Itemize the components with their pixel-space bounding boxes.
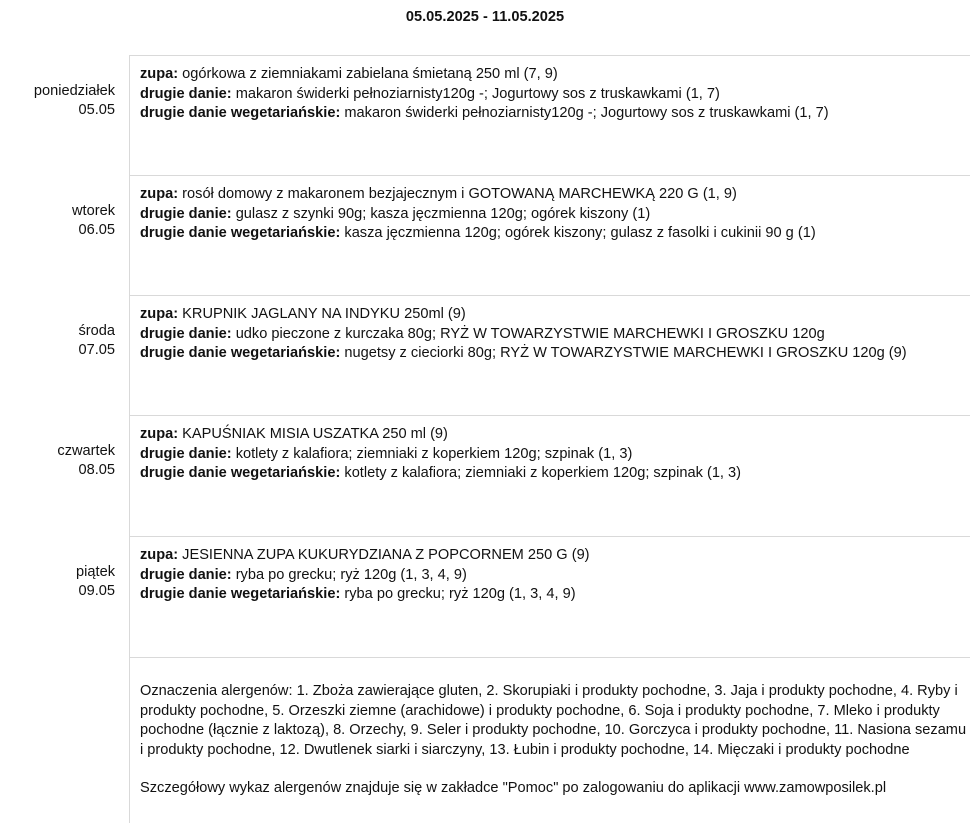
day-name: piątek	[76, 564, 115, 580]
allergen-legend: Oznaczenia alergenów: 1. Zboża zawierające gluten, 2. Skorupiaki i produkty pochodne, 3. Jaja i produkty pochodne, 4. Ryby i produkty pochodne, 5. Orzeszki ziemne (arachidowe) i produkty pochodne, 6. Soja i produkty pochodne, 7. Mleko i produkty pochodne (łącznie z laktozą), 8. Orzechy, 9. Seler i produkty pochodne, 10. Gorczyca i produkty pochodne, 11. Nasiona sezamu i produkty pochodne, 12. Dwutlenek siarki i siarczyny, 13. Łubin i produkty pochodne, 14. Mięczaki i produkty pochodne	[140, 683, 967, 758]
vege-text: kasza jęczmienna 120g; ogórek kiszony; gulasz z fasolki i cukinii 90 g (1)	[344, 225, 816, 241]
soup-line	[140, 65, 970, 85]
soup-label: zupa:	[140, 547, 179, 563]
day-label	[0, 82, 115, 120]
page-title: 05.05.2025 - 11.05.2025	[405, 9, 565, 25]
soup-text: KRUPNIK JAGLANY NA INDYKU 250ml (9)	[182, 306, 466, 322]
day-menu	[129, 295, 970, 415]
main-line	[140, 325, 970, 345]
day-date: 06.05	[78, 222, 115, 238]
main-line	[140, 85, 970, 105]
soup-label: zupa:	[140, 426, 179, 442]
day-name: środa	[78, 323, 115, 339]
allergen-footer	[129, 657, 970, 823]
soup-label: zupa:	[140, 306, 179, 322]
vege-label: drugie danie wegetariańskie:	[140, 345, 341, 361]
vege-line	[140, 585, 970, 605]
soup-line	[140, 425, 970, 445]
main-line	[140, 205, 970, 225]
day-menu	[129, 175, 970, 295]
day-name: poniedziałek	[33, 83, 115, 99]
vege-text: ryba po grecku; ryż 120g (1, 3, 4, 9)	[344, 586, 576, 602]
vege-label: drugie danie wegetariańskie:	[140, 225, 341, 241]
day-menu	[129, 55, 970, 175]
vege-line	[140, 464, 970, 484]
vege-label: drugie danie wegetariańskie:	[140, 105, 341, 121]
soup-label: zupa:	[140, 66, 179, 82]
main-label: drugie danie:	[140, 205, 232, 222]
main-label: drugie danie:	[140, 85, 232, 102]
day-label	[0, 563, 115, 601]
soup-text: rosół domowy z makaronem bezjajecznym i GOTOWANĄ MARCHEWKĄ 220 G (1, 9)	[182, 186, 737, 202]
day-label	[0, 442, 115, 480]
day-name: czwartek	[57, 443, 115, 459]
vege-line	[140, 344, 962, 364]
soup-text: ogórkowa z ziemniakami zabielana śmietaną 250 ml (7, 9)	[182, 66, 558, 82]
vege-text: makaron świderki pełnoziarnisty120g -; Jogurtowy sos z truskawkami (1, 7)	[344, 105, 829, 121]
day-date: 07.05	[78, 342, 115, 358]
day-label	[0, 202, 115, 240]
main-text: kotlety z kalafiora; ziemniaki z koperkiem 120g; szpinak (1, 3)	[235, 445, 633, 462]
vege-label: drugie danie wegetariańskie:	[140, 586, 341, 602]
soup-label: zupa:	[140, 186, 179, 202]
main-text: udko pieczone z kurczaka 80g; RYŻ W TOWARZYSTWIE MARCHEWKI I GROSZKU 120g	[235, 325, 825, 342]
soup-text: KAPUŚNIAK MISIA USZATKA 250 ml (9)	[182, 426, 448, 442]
main-text: ryba po grecku; ryż 120g (1, 3, 4, 9)	[235, 566, 467, 583]
day-date: 05.05	[78, 102, 115, 118]
soup-line	[140, 305, 970, 325]
day-date: 09.05	[78, 583, 115, 599]
vege-line	[140, 104, 970, 124]
main-text: gulasz z szynki 90g; kasza jęczmienna 120g; ogórek kiszony (1)	[235, 205, 651, 222]
day-name: wtorek	[72, 203, 115, 219]
vege-label: drugie danie wegetariańskie:	[140, 465, 341, 481]
main-label: drugie danie:	[140, 445, 232, 462]
vege-line	[140, 224, 970, 244]
vege-text: kotlety z kalafiora; ziemniaki z koperkiem 120g; szpinak (1, 3)	[344, 465, 742, 481]
main-line	[140, 566, 970, 586]
day-menu	[129, 536, 970, 657]
soup-text: JESIENNA ZUPA KUKURYDZIANA Z POPCORNEM 250 G (9)	[182, 547, 590, 563]
day-date: 08.05	[78, 462, 115, 478]
main-label: drugie danie:	[140, 325, 232, 342]
vege-text: nugetsy z cieciorki 80g; RYŻ W TOWARZYSTWIE MARCHEWKI I GROSZKU 120g (9)	[344, 345, 907, 361]
day-label	[0, 322, 115, 360]
main-text: makaron świderki pełnoziarnisty120g -; Jogurtowy sos z truskawkami (1, 7)	[235, 85, 720, 102]
main-line	[140, 445, 970, 465]
soup-line	[140, 185, 970, 205]
allergen-help-note: Szczegółowy wykaz alergenów znajduje się w zakładce "Pomoc" po zalogowaniu do aplikacji www.zamowposilek.pl	[140, 780, 887, 796]
day-menu	[129, 415, 970, 536]
soup-line	[140, 546, 970, 566]
main-label: drugie danie:	[140, 566, 232, 583]
